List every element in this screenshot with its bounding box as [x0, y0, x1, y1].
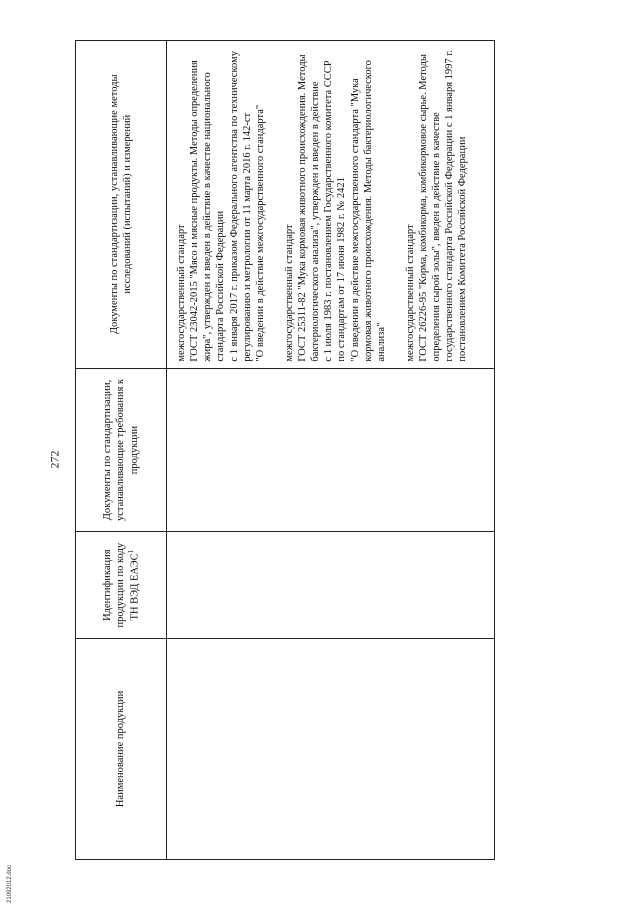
table-row: [167, 41, 495, 860]
standard-entry: межгосударственный стандарт ГОСТ 23042-2015 "Мясо и мясные продукты. Методы определения жира", утвержден и введен в действие в качестве национального стандарта Российской Федерации с 1 января 2017 г. приказом Федерального агентства по техническому регулированию и метрологии от 11 марта 2016 г. 142-ст "О введении в действие межгосударственного стандарта": [176, 51, 266, 362]
table-header-row: [76, 41, 167, 860]
standard-entry: межгосударственный стандарт ГОСТ 26226-95 "Корма, комбикорма, комбикормовое сырье. Методы определения сырой золы", введен в действие в качестве государственного стандарта Российской Федерации с 1 января 1997 г. постановлением Комитета Российской Федерации: [404, 49, 469, 362]
header-tn-ved-code-text: Идентификация продукции по коду ТН ВЭД ЕАЭС: [101, 542, 141, 628]
header-tn-ved-code: [76, 532, 167, 638]
header-product-name: Наименование продукции: [76, 638, 167, 859]
cell-product-name: [167, 638, 495, 859]
standard-entry: межгосударственный стандарт ГОСТ 25311-82 "Мука кормовая животного происхождения. Методы бактериологического анализа", утвержден и введен в действие с 1 июля 1983 г. постановлением Государственного комитета СССР по стандартам от 17 июня 1982 г. № 2421 "О введении в действие межгосударственного стандарта "Мука кормовая животного происхождения. Методы бактериологического анализа": [283, 54, 387, 362]
standards-table: [75, 40, 495, 860]
footnote-marker: 1: [126, 549, 135, 554]
document-file-id: 21092012.doc: [7, 864, 13, 903]
header-requirement-standards: Документы по стандартизации, устанавливающие требования к продукции: [76, 368, 167, 532]
rotated-page-content: [75, 40, 575, 860]
cell-tn-ved-code: [167, 532, 495, 638]
page-number: 272: [47, 450, 62, 469]
cell-requirement-standards: [167, 368, 495, 532]
cell-method-standards: [167, 41, 495, 369]
header-method-standards: Документы по стандартизации, устанавливающие методы исследований (испытаний) и измерений: [76, 41, 167, 369]
